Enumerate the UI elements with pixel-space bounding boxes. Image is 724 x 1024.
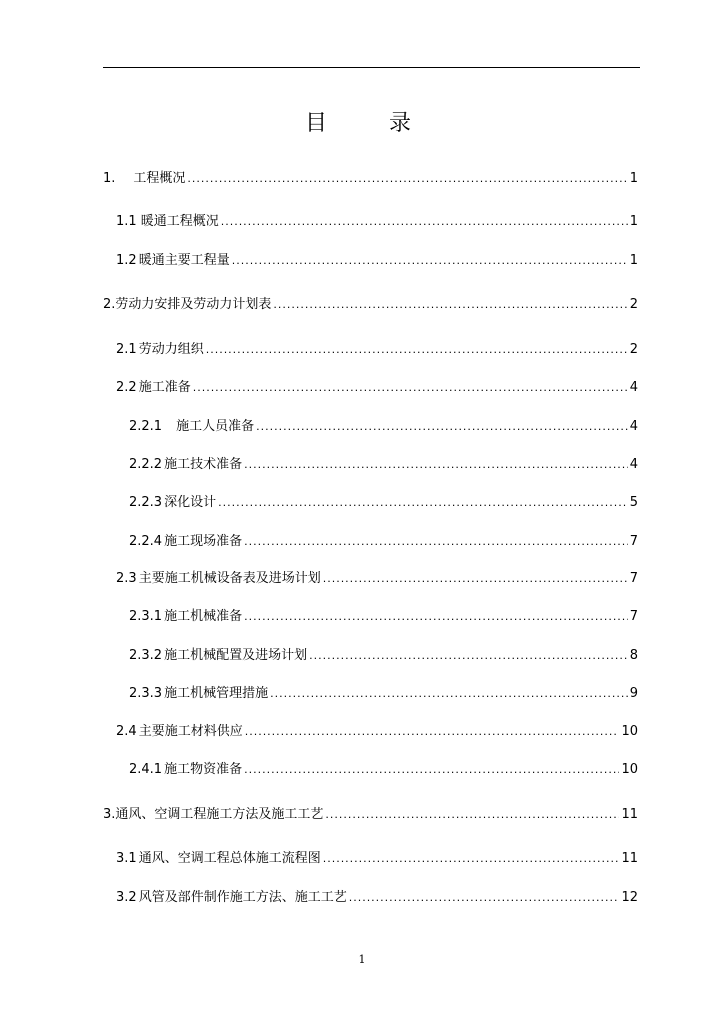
toc-entry-2-3-3[interactable] — [129, 685, 638, 703]
toc-entry-3-2[interactable] — [116, 889, 638, 907]
dot-leader — [256, 418, 628, 436]
toc-entry-label: 施工机械配置及进场计划 — [164, 648, 308, 663]
toc-entry-2-2-3[interactable] — [129, 494, 638, 512]
toc-entry-1[interactable] — [103, 170, 638, 188]
toc-entry-2-3-1[interactable] — [129, 608, 638, 626]
toc-entry-label: 深化设计 — [164, 495, 217, 510]
toc-entry-label: 施工人员准备 — [176, 419, 255, 434]
toc-entry-page: 8 — [629, 648, 638, 663]
toc-entry-page: 1 — [629, 214, 638, 229]
toc-entry-label: 施工机械管理措施 — [164, 686, 269, 701]
toc-entry-number: 3.2 — [116, 890, 137, 905]
toc-entry-label: 主要施工机械设备表及进场计划 — [138, 571, 321, 586]
toc-entry-3-1[interactable] — [116, 850, 638, 868]
toc-entry-page: 10 — [621, 762, 638, 777]
toc-entry-number: 2.3.3 — [129, 686, 163, 701]
dot-leader — [187, 170, 627, 188]
dot-leader — [323, 850, 620, 868]
toc-entry-label: 劳动力安排及劳动力计划表 — [115, 297, 272, 312]
toc-entry-page: 4 — [629, 380, 638, 395]
toc-title: 目 录 — [304, 111, 431, 136]
toc-entry-label: 主要施工材料供应 — [138, 724, 243, 739]
dot-leader — [245, 723, 620, 741]
toc-entry-page: 4 — [629, 419, 638, 434]
toc-entry-label: 施工准备 — [138, 380, 191, 395]
toc-entry-label: 通风、空调工程总体施工流程图 — [138, 851, 321, 866]
toc-entry-label: 施工技术准备 — [164, 457, 243, 472]
dot-leader — [273, 296, 627, 314]
dot-leader — [232, 252, 628, 270]
dot-leader — [221, 213, 628, 231]
dot-leader — [349, 889, 620, 907]
dot-leader — [270, 685, 628, 703]
toc-entry-label: 风管及部件制作施工方法、施工工艺 — [138, 890, 347, 905]
toc-entry-page: 2 — [629, 297, 638, 312]
toc-entry-2-3-2[interactable] — [129, 647, 638, 665]
toc-entry-number: 2.3.2 — [129, 648, 163, 663]
toc-entry-number: 2. — [103, 297, 116, 312]
toc-entry-2-1[interactable] — [116, 341, 638, 359]
dot-leader — [244, 456, 628, 474]
toc-entry-page: 9 — [629, 686, 638, 701]
toc-entry-page: 7 — [629, 609, 638, 624]
toc-entry-label: 通风、空调工程施工方法及施工工艺 — [115, 807, 324, 822]
page-number: 1 — [358, 953, 366, 966]
toc-entry-number: 2.4.1 — [129, 762, 163, 777]
dot-leader — [193, 379, 628, 397]
toc-entry-1-1[interactable] — [116, 213, 638, 231]
toc-entry-2-2-2[interactable] — [129, 456, 638, 474]
toc-entry-1-2[interactable] — [116, 252, 638, 270]
toc-entry-number: 2.2.4 — [129, 534, 163, 549]
toc-entry-page: 7 — [629, 534, 638, 549]
header-rule — [103, 67, 640, 68]
toc-entry-number: 1.1 — [116, 214, 137, 229]
toc-entry-page: 5 — [629, 495, 638, 510]
toc-entry-number: 3.1 — [116, 851, 137, 866]
toc-entry-number: 2.2.1 — [129, 419, 163, 434]
toc-entry-number: 2.2.3 — [129, 495, 163, 510]
toc-entry-page: 2 — [629, 342, 638, 357]
toc-entry-number: 1.2 — [116, 253, 137, 268]
dot-leader — [244, 533, 628, 551]
toc-entry-number: 1. — [103, 171, 116, 186]
toc-entry-number: 2.2 — [116, 380, 137, 395]
dot-leader — [218, 494, 628, 512]
toc-entry-number: 2.3.1 — [129, 609, 163, 624]
toc-entry-page: 1 — [629, 171, 638, 186]
dot-leader — [323, 570, 628, 588]
toc-entry-page: 7 — [629, 571, 638, 586]
toc-entry-number: 2.1 — [116, 342, 137, 357]
toc-entry-2-3[interactable] — [116, 570, 638, 588]
toc-entry-page: 4 — [629, 457, 638, 472]
toc-entry-label: 工程概况 — [133, 171, 186, 186]
toc-entry-label: 施工现场准备 — [164, 534, 243, 549]
toc-entry-label: 劳动力组织 — [138, 342, 204, 357]
toc-entry-label: 施工机械准备 — [164, 609, 243, 624]
toc-entry-2-4-1[interactable] — [129, 761, 638, 779]
toc-entry-3[interactable] — [103, 806, 638, 824]
dot-leader — [309, 647, 628, 665]
toc-entry-label: 施工物资准备 — [164, 762, 243, 777]
toc-entry-2-2-1[interactable] — [129, 418, 638, 436]
toc-entry-page: 11 — [621, 851, 638, 866]
toc-entry-2-2-4[interactable] — [129, 533, 638, 551]
toc-entry-page: 10 — [621, 724, 638, 739]
toc-entry-number: 2.3 — [116, 571, 137, 586]
toc-entry-page: 1 — [629, 253, 638, 268]
dot-leader — [206, 341, 628, 359]
toc-entry-page: 12 — [621, 890, 638, 905]
toc-entry-2-2[interactable] — [116, 379, 638, 397]
toc-entry-number: 3. — [103, 807, 116, 822]
toc-entry-number: 2.2.2 — [129, 457, 163, 472]
dot-leader — [325, 806, 619, 824]
dot-leader — [244, 608, 628, 626]
toc-entry-2[interactable] — [103, 296, 638, 314]
toc-entry-2-4[interactable] — [116, 723, 638, 741]
dot-leader — [244, 761, 619, 779]
toc-entry-label: 暖通主要工程量 — [138, 253, 230, 268]
toc-entry-label: 暖通工程概况 — [140, 214, 219, 229]
toc-entry-page: 11 — [621, 807, 638, 822]
toc-entry-number: 2.4 — [116, 724, 137, 739]
